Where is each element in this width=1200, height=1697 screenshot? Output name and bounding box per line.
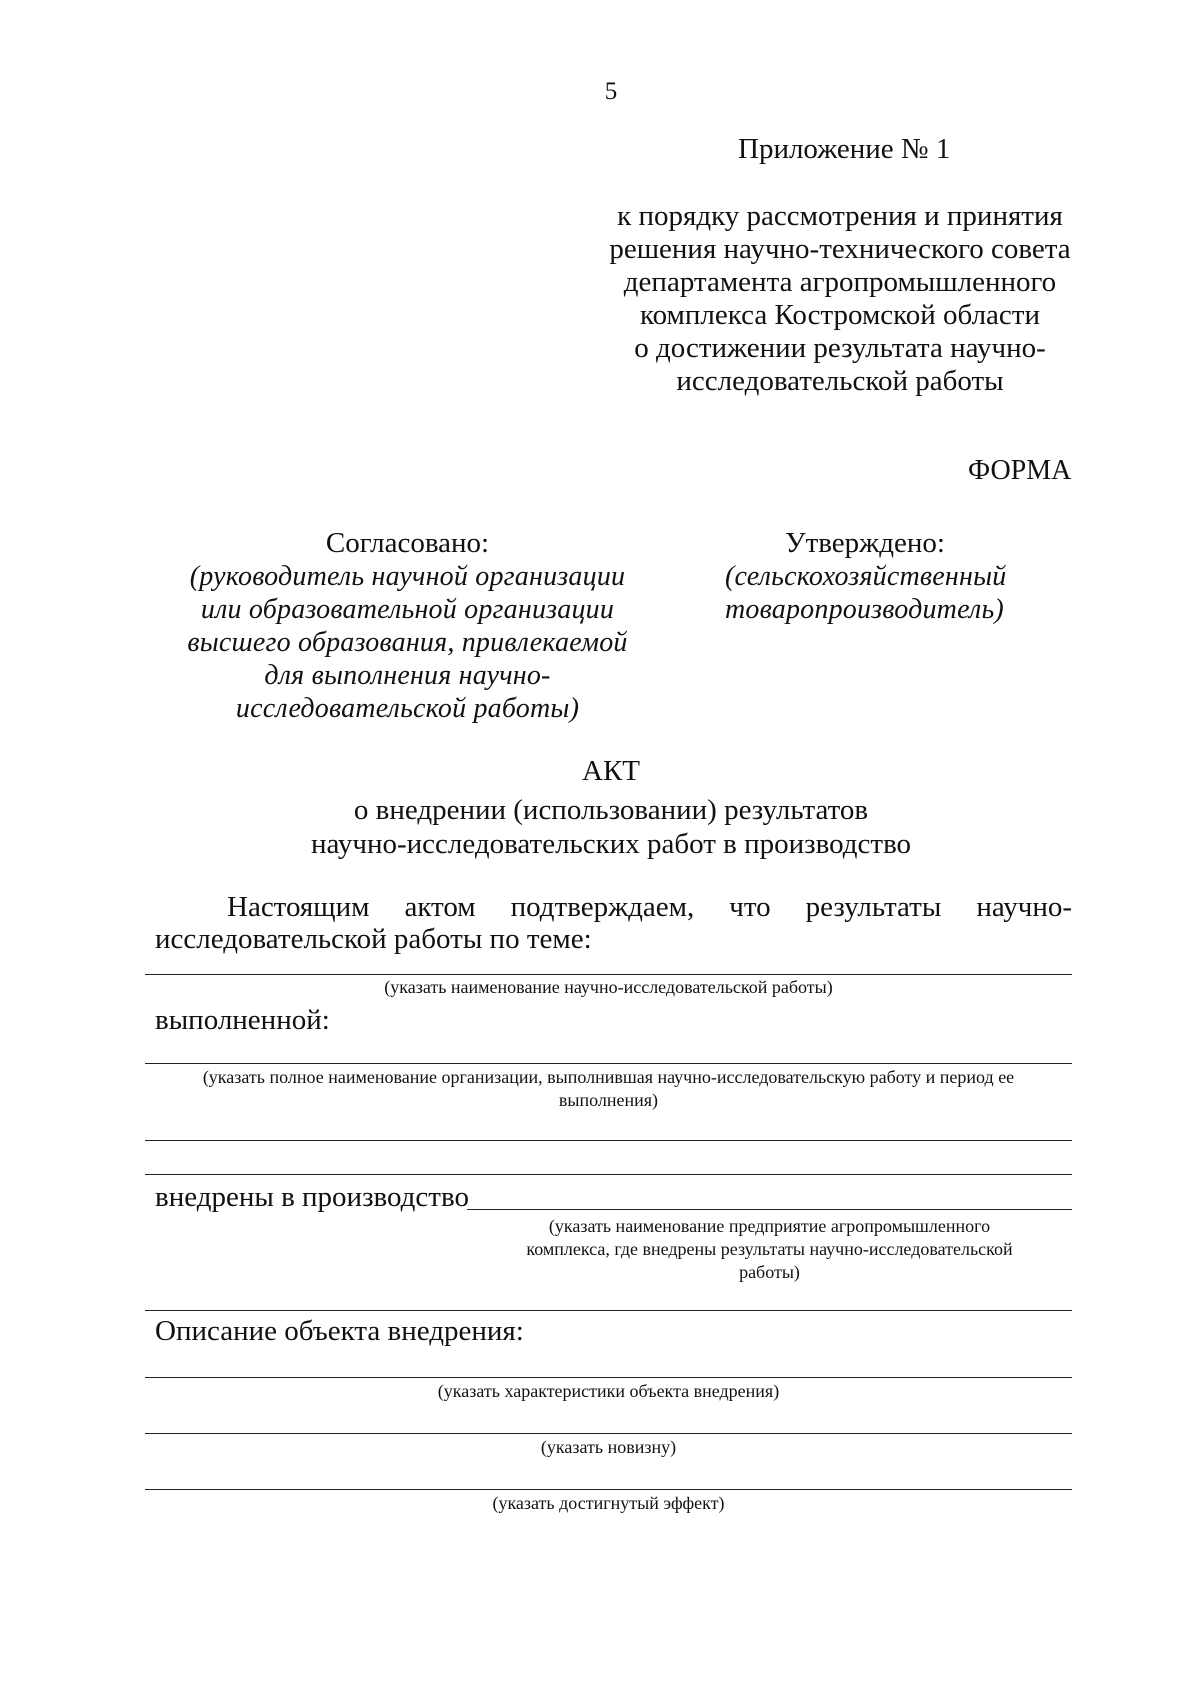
confirm-text-line1 (227, 890, 1072, 924)
characteristics-hint: (указать характеристики объекта внедрения) (437, 1381, 780, 1401)
confirm-word: Настоящим (227, 891, 370, 923)
confirm-word: результаты (805, 891, 942, 923)
basis-line: к порядку рассмотрения и принятия (617, 200, 1063, 232)
enterprise-field-line[interactable] (467, 1209, 1072, 1210)
confirm-word: научно- (976, 891, 1072, 923)
basis-line: решения научно-технического совета (609, 233, 1071, 265)
basis-line: о достижении результата научно- (634, 332, 1046, 364)
basis-line: комплекса Костромской области (639, 299, 1040, 331)
form-label: ФОРМА (968, 455, 1072, 486)
organization-hint: (указать полное наименование организации, выполнившая научно-исследовательскую работу и период ее (202, 1067, 1015, 1087)
effect-hint: (указать достигнутый эффект) (492, 1493, 725, 1513)
performed-label: выполненной: (155, 1004, 330, 1036)
characteristics-field-line[interactable] (145, 1377, 1072, 1378)
description-label: Описание объекта внедрения: (155, 1315, 524, 1347)
agreed-title: Согласовано: (325, 527, 490, 559)
organization-field-line[interactable] (145, 1140, 1072, 1141)
agreed-line: высшего образования, привлекаемой (187, 627, 628, 658)
implemented-label: внедрены в производство (155, 1181, 469, 1213)
basis-line: исследовательской работы (676, 365, 1004, 397)
topic-field-line[interactable] (145, 974, 1072, 975)
enterprise-hint: (указать наименование предприятие агропромышленного (548, 1216, 991, 1236)
act-subtitle-line: о внедрении (использовании) результатов (353, 794, 869, 826)
agreed-block (160, 526, 655, 725)
confirm-text-line2: исследовательской работы по теме: (155, 923, 592, 955)
confirm-word: что (729, 891, 771, 923)
agreed-line: (руководитель научной организации (189, 561, 626, 592)
approved-block (700, 526, 1030, 626)
confirm-word: подтверждаем, (510, 891, 695, 923)
approved-line: (сельскохозяйственный (725, 561, 1007, 592)
enterprise-hint: работы) (739, 1262, 800, 1282)
topic-hint: (указать наименование научно-исследовательской работы) (384, 977, 833, 997)
novelty-hint: (указать новизну) (540, 1437, 677, 1457)
organization-hint: выполнения) (558, 1090, 659, 1110)
agreed-line: или образовательной организации (200, 594, 615, 625)
novelty-field-line[interactable] (145, 1433, 1072, 1434)
appendix-title: Приложение № 1 (738, 133, 951, 165)
agreed-line: исследовательской работы) (235, 693, 580, 724)
appendix-basis (590, 200, 1090, 398)
confirm-word: актом (404, 891, 476, 923)
page-number: 5 (604, 78, 618, 105)
approved-title: Утверждено: (785, 527, 945, 559)
enterprise-hint: комплекса, где внедрены результаты научно-исследовательской (526, 1239, 1013, 1259)
basis-line: департамента агропромышленного (623, 266, 1057, 298)
agreed-line: для выполнения научно- (264, 660, 551, 691)
organization-field-line[interactable] (145, 1174, 1072, 1175)
enterprise-field-line[interactable] (145, 1310, 1072, 1311)
approved-line: товаропроизводитель) (725, 594, 1004, 625)
effect-field-line[interactable] (145, 1489, 1072, 1490)
act-title: АКТ (582, 755, 640, 787)
act-subtitle-line: научно-исследовательских работ в производство (310, 828, 912, 860)
organization-field-line[interactable] (145, 1063, 1072, 1064)
